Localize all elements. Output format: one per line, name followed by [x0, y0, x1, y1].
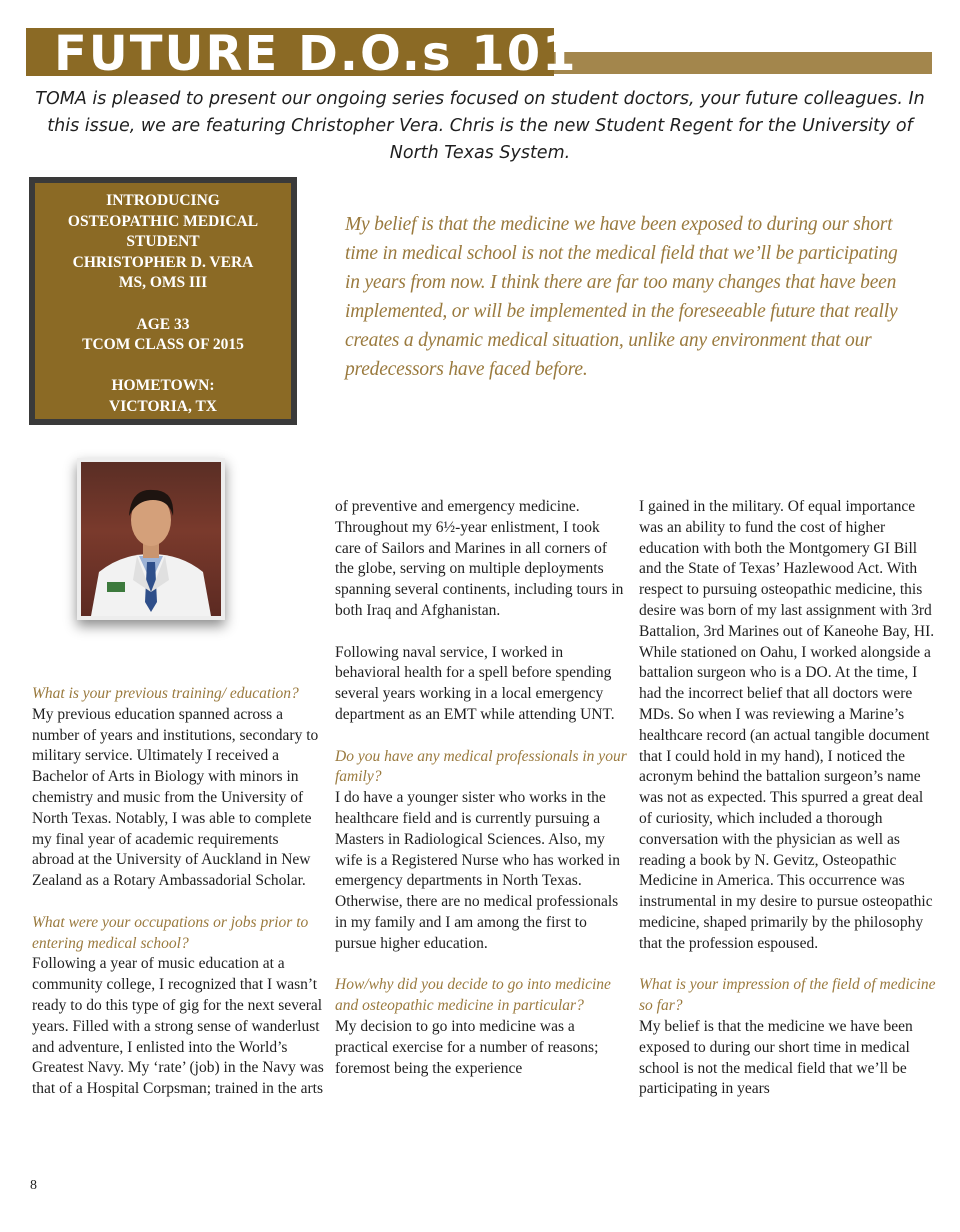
answer-why-medicine-part2: I gained in the military. Of equal importance was an ability to fund the cost of higher education with both the Montgomery GI Bill and the State of Texas’ Hazlewood Act. With respect to pursuing osteopathic medicine, this desire was born of my last assignment with 3rd Battalion, 3rd Marines out of Kaneohe Bay, HI. While stationed on Oahu, I worked alongside a battalion surgeon who is a DO. At the time, I had the incorrect belief that all doctors were MDs. So when I was reviewing a Marine’s healthcare record (an actual tangible document that I could hold in my hand), I noticed the acronym behind the battalion surgeon’s name was not as expected. This spurred a great deal of curiosity, which included a thorough conversation with the physician as well as reading a book by N. Gevitz, Osteopathic Medicine in America. This occurrence was instrumental in my desire to pursue osteopathic medicine, shaped primarily by the philosophy that the profession espoused. [639, 498, 935, 952]
question-training: What is your previous training/ education? [32, 685, 299, 702]
profile-info [35, 183, 291, 419]
answer-family: I do have a younger sister who works in the healthcare field and is currently pursuing a Masters in Radiological Sciences. Also, my wife is a Registered Nurse who has worked in emergency departments in North Texas. Otherwise, there are no medical professionals in my family and I am among the first to pursue higher education. [335, 789, 620, 952]
intro-paragraph: TOMA is pleased to present our ongoing series focused on student doctors, your future colleagues. In this issue, we are featuring Christopher Vera. Chris is the new Student Regent for the University of North Texas System. [35, 89, 925, 163]
title-banner-stripe [554, 52, 932, 74]
profile-age: AGE 33 [136, 315, 190, 333]
portrait-photo [77, 458, 225, 620]
question-impression: What is your impression of the field of medicine so far? [639, 976, 936, 1015]
profile-box [29, 177, 297, 425]
profile-role: OSTEOPATHIC MEDICAL [67, 212, 259, 230]
article-column-2 [335, 497, 627, 1079]
profile-hometown-label: HOMETOWN: [111, 377, 215, 395]
profile-introducing: INTRODUCING [106, 192, 220, 209]
answer-why-medicine-part1: My decision to go into medicine was a practical exercise for a number of reasons; foremost being the experience [335, 1017, 599, 1077]
answer-occupations-part2: of preventive and emergency medicine. Throughout my 6½-year enlistment, I took care of Sailors and Marines in all corners of the globe, serving on multiple deployments spanning several continents, including tours in both Iraq and Afghanistan. [335, 498, 624, 619]
answer-training: My previous education spanned across a number of years and institutions, secondary to military service. Ultimately I received a Bachelor of Arts in Biology with minors in chemistry and music from the University of North Texas. Notably, I was able to complete my final year of academic requirements abroad at the University of Auckland in New Zealand as a Rotary Ambassadorial Scholar. [32, 705, 319, 890]
profile-degrees: MS, OMS III [118, 274, 208, 292]
page-number: 8 [30, 1178, 37, 1193]
article-column-3 [639, 497, 939, 1100]
profile-hometown: VICTORIA, TX [109, 397, 217, 415]
page-title: FUTURE D.O.s 101 [54, 26, 578, 76]
profile-role-2: STUDENT [126, 233, 200, 251]
question-family: Do you have any medical professionals in your family? [335, 747, 627, 786]
article-column-1 [32, 684, 324, 1100]
portrait-image [81, 462, 221, 616]
answer-impression: My belief is that the medicine we have been exposed to during our short time in medical school is not the medical field that we’ll be participating in years [639, 1017, 913, 1098]
profile-name: CHRISTOPHER D. VERA [72, 253, 254, 271]
question-why-medicine: How/why did you decide to go into medicine and osteopathic medicine in particular? [335, 976, 611, 1015]
pull-quote: My belief is that the medicine we have been exposed to during our short time in medical school is not the medical field that we’ll be participating in years from now. I think there are far too many changes that have been implemented, or will be implemented in the foreseeable future that really creates a dynamic medical situation, unlike any environment that our predecessors have faced before. [345, 214, 898, 380]
answer-occupations-part1: Following a year of music education at a community college, I recognized that I wasn’t ready to do this type of gig for the next several years. Filled with a strong sense of wanderlust and adventure, I enlisted into the World’s Greatest Navy. My ‘rate’ (job) in the Navy was that of a Hospital Corpsman; trained in the arts [32, 955, 324, 1098]
question-occupations: What were your occupations or jobs prior to entering medical school? [32, 913, 309, 952]
profile-class: TCOM CLASS OF 2015 [82, 336, 244, 354]
answer-occupations-part3: Following naval service, I worked in behavioral health for a spell before spending several years working in a local emergency department as an EMT while attending UNT. [335, 643, 615, 723]
portrait-figure [81, 462, 221, 616]
